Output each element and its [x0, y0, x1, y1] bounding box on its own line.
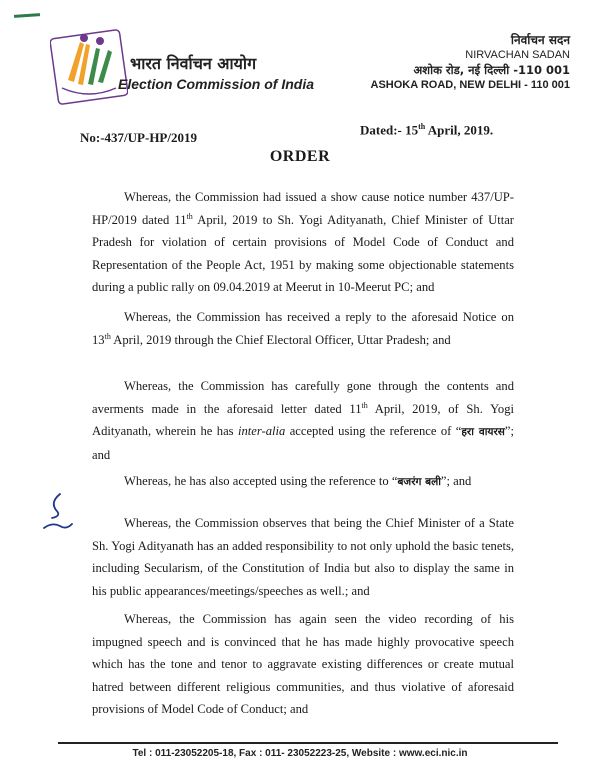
paragraph-3: [92, 375, 514, 466]
address-english-2: ASHOKA ROAD, NEW DELHI - 110 001: [370, 79, 570, 91]
p3-text-d: ”; and: [92, 424, 514, 462]
p2-text-b: April, 2019 through the Chief Electoral Officer, Uttar Pradesh; and: [110, 332, 451, 347]
p3-text-b: April, 2019, of Sh. Yogi Adityanath, wherein he has: [92, 401, 515, 438]
p2-sup: th: [104, 331, 111, 341]
p3-text-c: accepted using the reference of “: [285, 424, 462, 438]
green-pen-mark: [14, 13, 40, 18]
paragraph-5: [92, 512, 514, 602]
paragraph-2: [92, 306, 514, 351]
p1-sup: th: [186, 211, 193, 221]
p3-hindi-quote: हरा वायरस: [461, 426, 505, 438]
address-hindi-2: अशोक रोड, नई दिल्ली -110 001: [413, 63, 570, 77]
eci-logo-icon: [50, 28, 128, 108]
p1-text-b: April, 2019 to Sh. Yogi Adityanath, Chief Minister of Uttar Pradesh for violation of certain provisions of Model Code of Conduct and Representation of the People Act, 1951 by making some objectionable statements during a public rally on 09.04.2019 at Meerut in 10-Meerut PC; and: [92, 212, 514, 294]
org-name-hindi: भारत निर्वाचन आयोग: [130, 54, 257, 73]
paragraph-4: [92, 470, 514, 494]
reference-number: No:-437/UP-HP/2019: [80, 130, 197, 145]
handwritten-annotation-icon: [38, 488, 78, 538]
date-prefix: Dated:- 15: [360, 122, 419, 138]
order-title: ORDER: [269, 148, 331, 165]
address-block: [340, 33, 570, 93]
paragraph-1: [92, 186, 514, 299]
p5-text: Whereas, the Commission observes that being the Chief Minister of a State Sh. Yogi Adityanath has an added responsibility to not only uphold the basic tenets, including Secularism, of the Constitution of India but also to display the same in his public appearances/meetings/speeches as well.; and: [92, 516, 514, 598]
order-date: [360, 122, 493, 138]
p3-italic: inter-alia: [237, 424, 286, 438]
paragraph-6: [92, 608, 514, 721]
p2-text-a: Whereas, the Commission has received a reply to the aforesaid Notice on 13: [92, 310, 514, 347]
p4-hindi-quote: बजरंग बली: [397, 476, 441, 488]
footer-contact: Tel : 011-23052205-18, Fax : 011- 23052223-25, Website : www.eci.nic.in: [132, 748, 468, 759]
p6-text: Whereas, the Commission has again seen the video recording of his impugned speech and is convinced that he has made highly provocative speech which has the tone and tenor to aggravate existing differences or create mutual hatred between different religious communities, and thus violative of aforesaid provisions of Model Code of Conduct; and: [92, 612, 514, 716]
p3-text-a: Whereas, the Commission has carefully gone through the contents and averments made in the aforesaid letter dated 11: [92, 379, 514, 416]
p1-text-a: Whereas, the Commission had issued a show cause notice number 437/UP-HP/2019 dated 11: [92, 190, 514, 227]
date-superscript: th: [418, 122, 426, 131]
org-name-english: Election Commission of India: [118, 76, 315, 92]
footer-divider: [58, 742, 558, 744]
p4-text-a: Whereas, he has also accepted using the reference to “: [124, 474, 398, 488]
p4-text-b: ”; and: [440, 474, 472, 488]
date-suffix: April, 2019.: [425, 122, 494, 138]
address-english-1: NIRVACHAN SADAN: [465, 49, 570, 61]
p3-sup: th: [361, 400, 368, 410]
address-hindi-1: निर्वाचन सदन: [510, 33, 570, 47]
